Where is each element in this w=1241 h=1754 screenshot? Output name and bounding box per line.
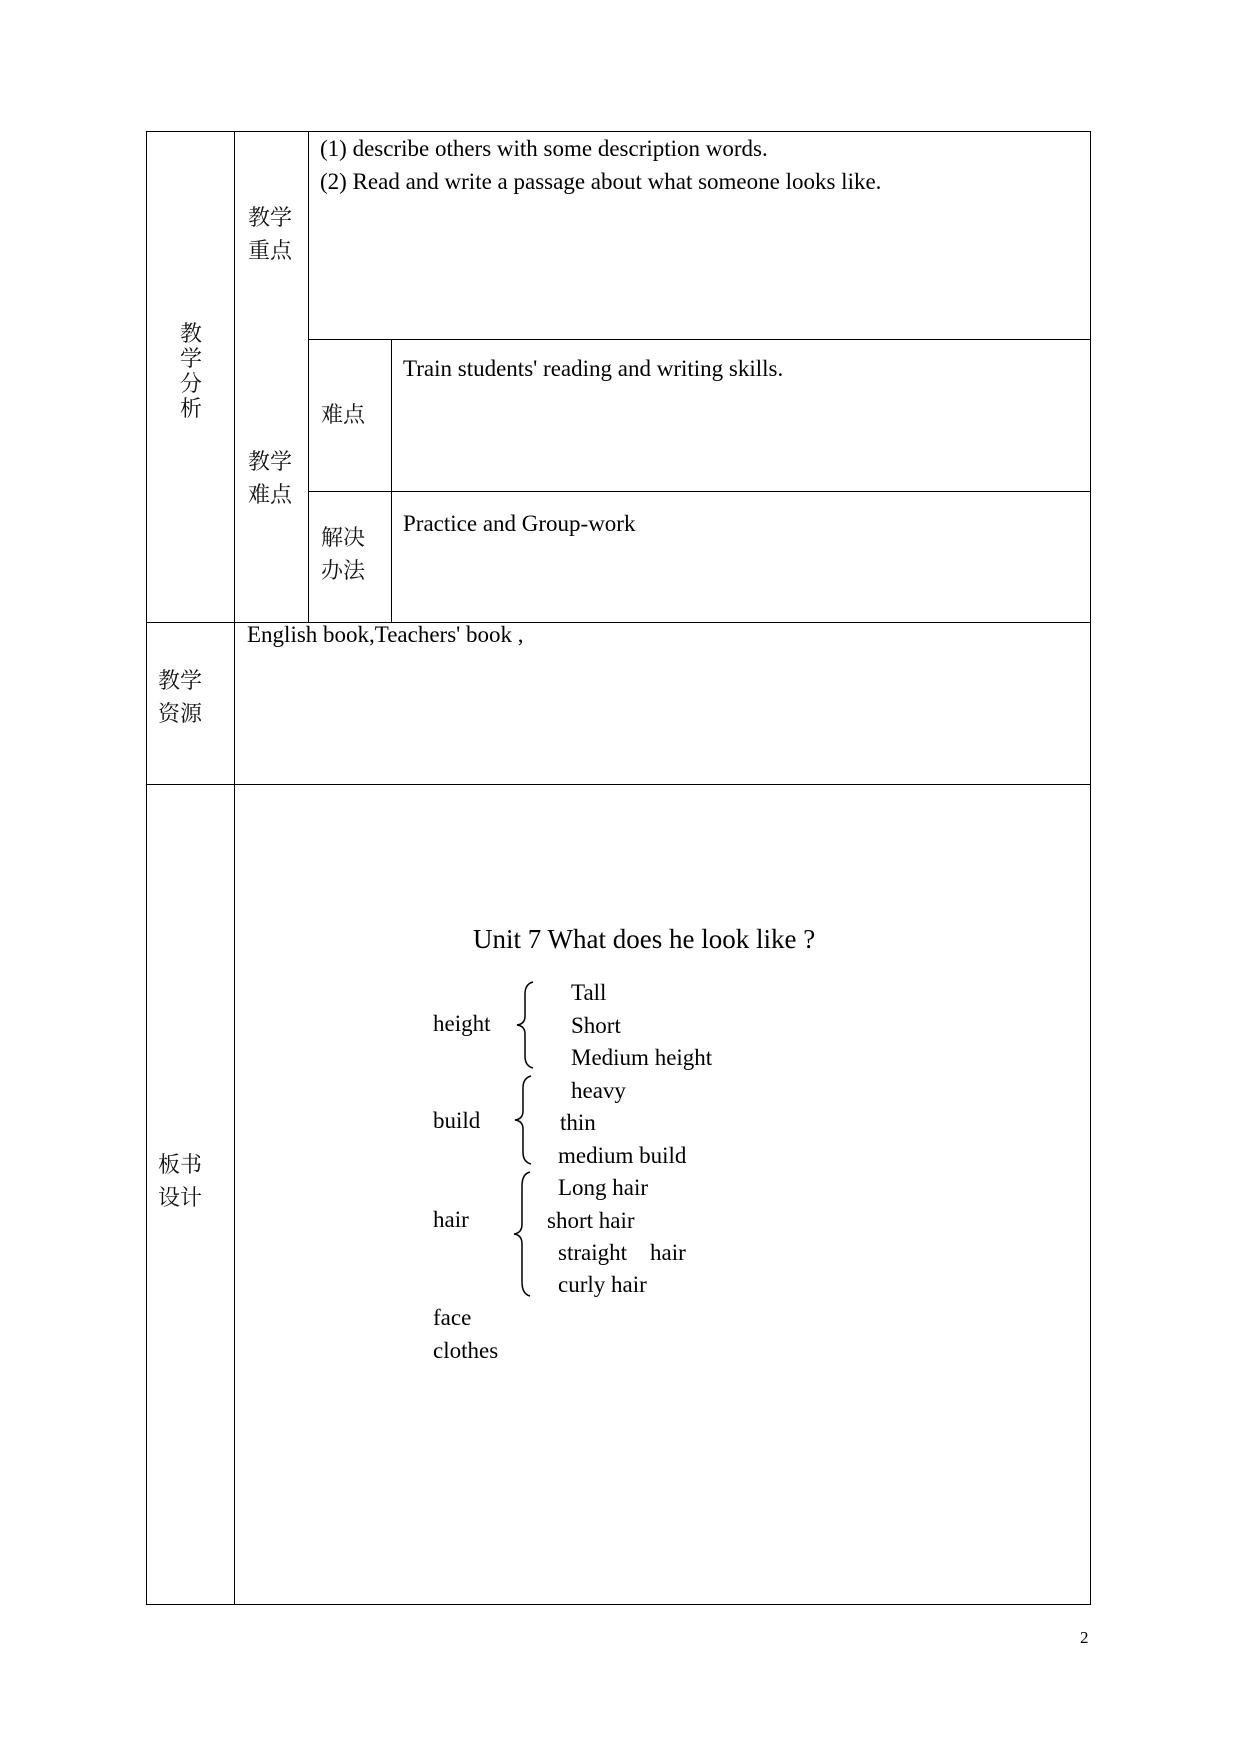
- brace-icon: [513, 980, 539, 1070]
- page-number: 2: [1080, 1628, 1089, 1647]
- build-item-medium: medium build: [558, 1143, 687, 1168]
- height-item-tall: Tall: [571, 980, 607, 1005]
- table-divider: [146, 784, 1091, 785]
- table-divider: [308, 491, 1091, 492]
- category-hair: hair: [433, 1207, 469, 1232]
- difficult-points-label-line2: 难点: [248, 483, 293, 508]
- table-divider: [391, 339, 392, 622]
- hair-item-straight: straight hair: [558, 1240, 686, 1265]
- build-item-thin: thin: [560, 1110, 596, 1135]
- key-points-label-line1: 教学: [248, 206, 293, 231]
- resources-text: English book,Teachers' book ,: [247, 622, 524, 647]
- solution-text: Practice and Group-work: [403, 511, 636, 536]
- board-title: Unit 7 What does he look like ?: [473, 924, 816, 954]
- difficult-points-label-line1: 教学: [248, 450, 293, 475]
- brace-icon: [510, 1170, 536, 1298]
- table-divider: [234, 131, 235, 1605]
- category-build: build: [433, 1108, 481, 1133]
- hair-item-long: Long hair: [558, 1175, 649, 1200]
- table-divider: [308, 339, 1091, 340]
- board-design-label-line1: 板书: [158, 1153, 203, 1178]
- hair-item-curly: curly hair: [558, 1272, 647, 1297]
- height-item-short: Short: [571, 1013, 621, 1038]
- solution-label-line1: 解决: [321, 526, 366, 551]
- resources-label-line1: 教学: [158, 669, 203, 694]
- key-point-2: (2) Read and write a passage about what someone looks like.: [320, 169, 882, 194]
- category-clothes: clothes: [433, 1338, 499, 1363]
- analysis-label: 教学分析: [179, 322, 202, 422]
- resources-label-line2: 资源: [158, 702, 203, 727]
- hair-item-short: short hair: [547, 1208, 635, 1233]
- table-divider: [308, 131, 309, 622]
- difficulty-label: 难点: [321, 403, 366, 428]
- key-points-label-line2: 重点: [248, 239, 293, 264]
- category-height: height: [433, 1011, 491, 1036]
- height-item-medium: Medium height: [571, 1045, 713, 1070]
- difficulty-text: Train students' reading and writing skills.: [403, 356, 784, 381]
- category-face: face: [433, 1305, 472, 1330]
- brace-icon: [511, 1074, 537, 1166]
- solution-label-line2: 办法: [321, 559, 366, 584]
- board-design-label-line2: 设计: [158, 1186, 203, 1211]
- key-point-1: (1) describe others with some description words.: [320, 136, 768, 161]
- build-item-heavy: heavy: [571, 1078, 626, 1103]
